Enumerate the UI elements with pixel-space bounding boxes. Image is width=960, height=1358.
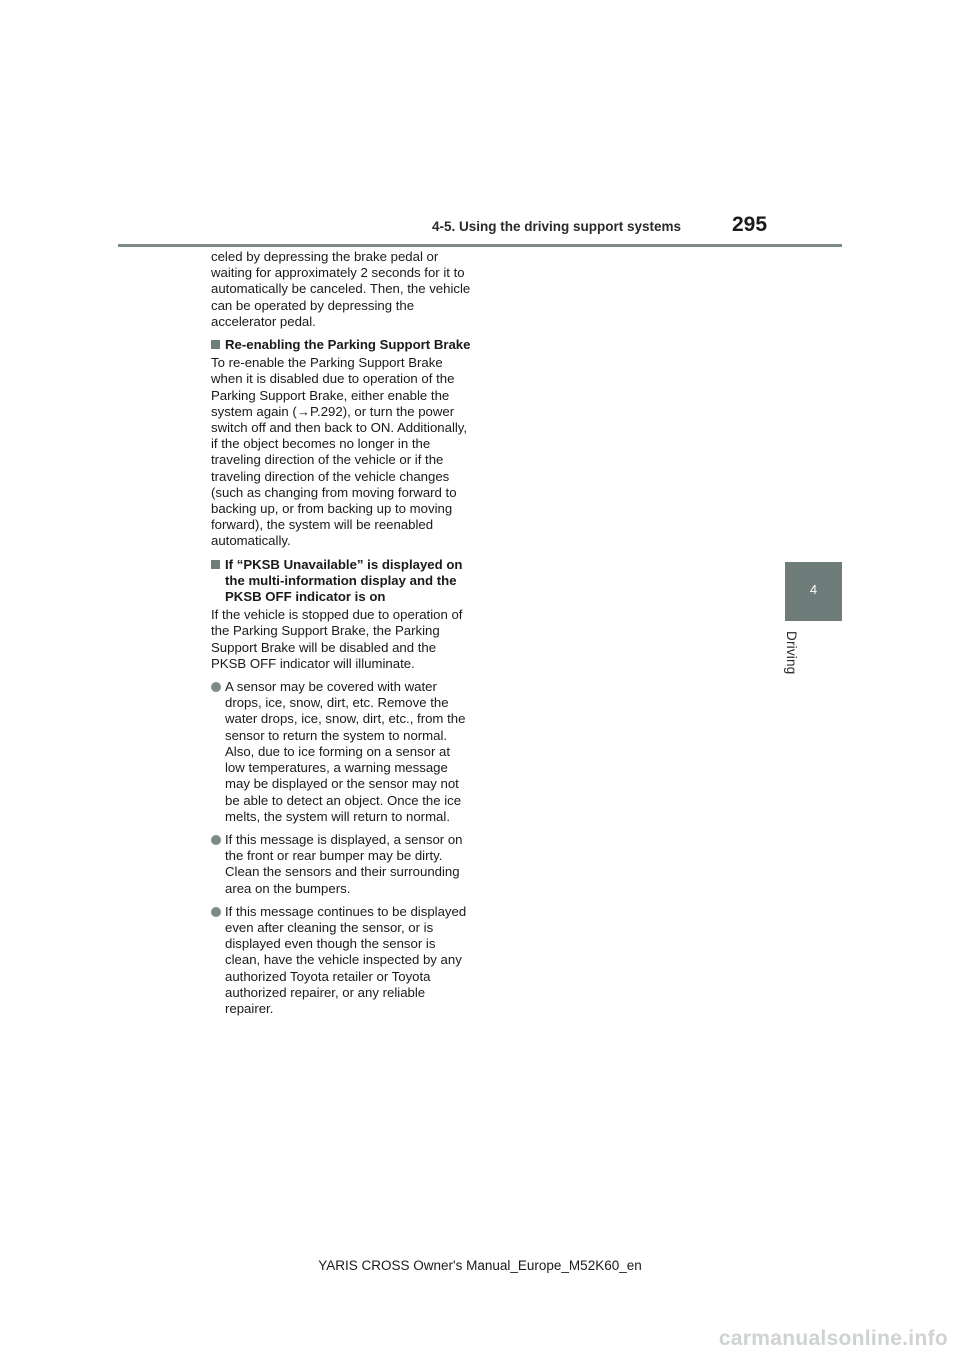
section-title: 4-5. Using the driving support systems	[432, 219, 682, 234]
reenable-paragraph: To re-enable the Parking Support Brake when it is disabled due to operation of the Parking Support Brake, either enable the system again (→P.292), or turn the power switch off and then back to ON. Additionally, if the object becomes no longer in the traveling direction of the vehicle or if the traveling direction of the vehicle changes (such as changing from moving forward to backing up, or from backing up to moving forward), the system will be reenabled automatically.	[211, 355, 468, 549]
pksb-paragraph: If the vehicle is stopped due to operation of the Parking Support Brake, the Parking Support Brake will be disabled and the PKSB OFF indicator will illuminate.	[211, 607, 463, 671]
chapter-number: 4	[809, 582, 818, 597]
list-item-text: If this message continues to be displayed even after cleaning the sensor, or is displayed even though the sensor is clean, have the vehicle inspected by any authorized Toyota retailer or Toyota authorized repairer, or any reliable repairer.	[225, 903, 467, 1016]
header-divider	[118, 244, 842, 247]
heading-text: Re-enabling the Parking Support Brake	[225, 337, 471, 353]
heading-pksb-unavailable	[211, 557, 473, 606]
circle-bullet-icon	[211, 682, 221, 692]
list-item	[211, 904, 473, 1017]
list-item	[211, 679, 473, 825]
chapter-label: Driving	[784, 631, 799, 675]
intro-paragraph: celed by depressing the brake pedal or waiting for approximately 2 seconds for it to automatically be canceled. Then, the vehicle can be operated by depressing the accelerator pedal.	[211, 249, 471, 329]
chapter-tab	[785, 562, 842, 621]
circle-bullet-icon	[211, 907, 221, 917]
list-item-text: A sensor may be covered with water drops, ice, snow, dirt, etc. Remove the water drops, ice, snow, dirt, etc., from the sensor to return the system to normal.	[225, 679, 466, 743]
square-bullet-icon	[211, 560, 220, 569]
list-item	[211, 832, 473, 897]
list-item-text: Also, due to ice forming on a sensor at low temperatures, a warning message may be displayed or the sensor may not be able to detect an object. Once the ice melts, the system will return to normal.	[225, 743, 462, 824]
page-number: 295	[732, 213, 768, 236]
square-bullet-icon	[211, 340, 220, 349]
page-content	[211, 249, 473, 1024]
heading-text: If “PKSB Unavailable” is displayed on the multi-information display and the PKSB OFF indicator is on	[225, 556, 463, 605]
manual-title: YARIS CROSS Owner's Manual_Europe_M52K60_en	[318, 1258, 642, 1273]
heading-reenabling	[211, 337, 473, 353]
watermark-text: carmanualsonline.info	[718, 1327, 948, 1350]
circle-bullet-icon	[211, 835, 221, 845]
list-item-text: If this message is displayed, a sensor on the front or rear bumper may be dirty. Clean the sensors and their surrounding area on the bumpers.	[225, 831, 463, 896]
